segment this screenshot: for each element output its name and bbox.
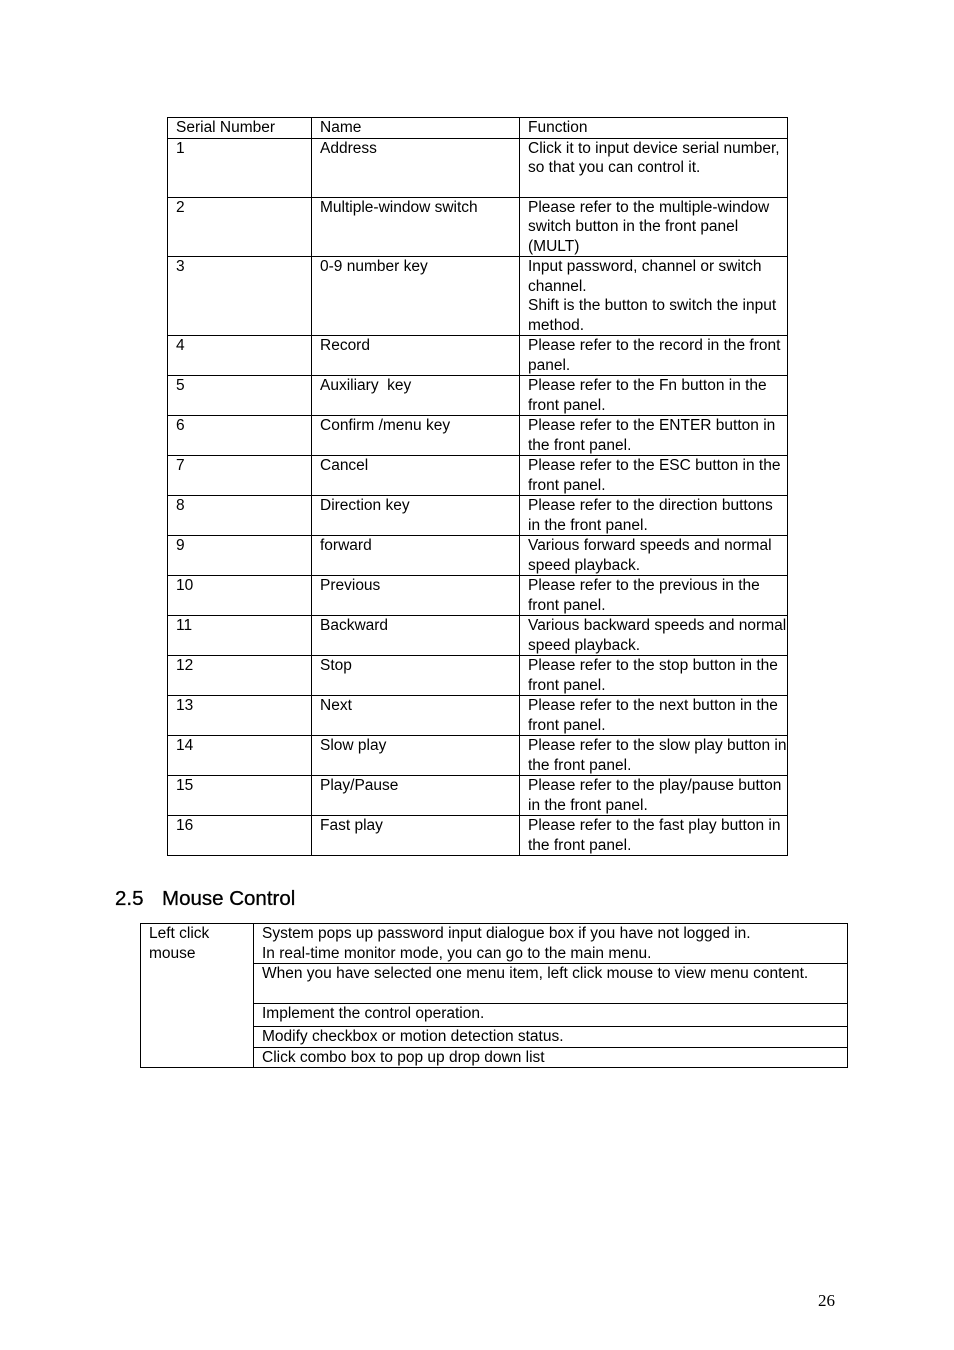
function-cell: Please refer to the slow play button in the front panel.: [520, 736, 788, 776]
section-heading: [115, 885, 295, 913]
serial-number-cell: 6: [168, 416, 312, 456]
name-cell: 0-9 number key: [312, 257, 520, 336]
serial-number-cell: 7: [168, 456, 312, 496]
name-cell: Direction key: [312, 496, 520, 536]
section-title: Mouse Control: [162, 887, 296, 910]
serial-number-cell: 4: [168, 336, 312, 376]
mouse-description-cell: When you have selected one menu item, left click mouse to view menu content.: [254, 964, 848, 1004]
serial-number-cell: 8: [168, 496, 312, 536]
function-cell: [520, 257, 788, 336]
column-header-function: Function: [520, 118, 788, 139]
table-row: [168, 456, 788, 496]
name-cell: Previous: [312, 576, 520, 616]
remote-keys-table: [167, 117, 788, 856]
function-cell: Click it to input device serial number, so that you can control it.: [520, 138, 788, 197]
function-cell: Various forward speeds and normal speed playback.: [520, 536, 788, 576]
serial-number-cell: 1: [168, 138, 312, 197]
name-cell: Next: [312, 696, 520, 736]
description-line: In real-time monitor mode, you can go to the main menu.: [262, 944, 652, 962]
name-cell: Confirm /menu key: [312, 416, 520, 456]
table-row: [168, 656, 788, 696]
serial-number-cell: 13: [168, 696, 312, 736]
table-row: [168, 736, 788, 776]
table-row: [168, 616, 788, 656]
function-cell: Please refer to the play/pause button in the front panel.: [520, 776, 788, 816]
serial-number-cell: 9: [168, 536, 312, 576]
function-text-secondary: Shift is the button to switch the input method.: [528, 297, 777, 334]
mouse-action-cell: Left click mouse: [141, 924, 254, 1068]
table-row: [168, 776, 788, 816]
serial-number-cell: 10: [168, 576, 312, 616]
table-row: [141, 924, 848, 964]
serial-number-cell: 2: [168, 197, 312, 257]
mouse-description-cell: Click combo box to pop up drop down list: [254, 1047, 848, 1068]
function-cell: Please refer to the multiple-window switch button in the front panel (MULT): [520, 197, 788, 257]
column-header-serial-number: Serial Number: [168, 118, 312, 139]
function-cell: Please refer to the Fn button in the front panel.: [520, 376, 788, 416]
serial-number-cell: 12: [168, 656, 312, 696]
table-row: [168, 816, 788, 856]
name-cell: Play/Pause: [312, 776, 520, 816]
name-cell: Multiple-window switch: [312, 197, 520, 257]
page-number: 26: [818, 1291, 835, 1310]
table-row: [168, 416, 788, 456]
function-cell: Please refer to the ENTER button in the front panel.: [520, 416, 788, 456]
name-cell: Backward: [312, 616, 520, 656]
name-cell: Slow play: [312, 736, 520, 776]
serial-number-cell: 5: [168, 376, 312, 416]
function-cell: Please refer to the next button in the front panel.: [520, 696, 788, 736]
mouse-description-cell: Modify checkbox or motion detection status.: [254, 1027, 848, 1048]
name-cell: Fast play: [312, 816, 520, 856]
serial-number-cell: 16: [168, 816, 312, 856]
table-row: [168, 376, 788, 416]
function-cell: Please refer to the ESC button in the front panel.: [520, 456, 788, 496]
function-cell: Please refer to the record in the front panel.: [520, 336, 788, 376]
serial-number-cell: 3: [168, 257, 312, 336]
function-text: Input password, channel or switch channel.: [528, 258, 762, 295]
column-header-name: Name: [312, 118, 520, 139]
table-header-row: [168, 118, 788, 139]
function-cell: Please refer to the direction buttons in the front panel.: [520, 496, 788, 536]
table-row: [168, 496, 788, 536]
table-row: [168, 536, 788, 576]
serial-number-cell: 15: [168, 776, 312, 816]
function-cell: Please refer to the stop button in the front panel.: [520, 656, 788, 696]
table-row: [168, 576, 788, 616]
name-cell: Stop: [312, 656, 520, 696]
function-cell: Please refer to the previous in the front panel.: [520, 576, 788, 616]
table-row: [168, 138, 788, 197]
table-row: [168, 696, 788, 736]
table-row: [168, 257, 788, 336]
name-cell: Auxiliary key: [312, 376, 520, 416]
table-row: [168, 336, 788, 376]
mouse-description-cell: Implement the control operation.: [254, 1004, 848, 1027]
description-line: System pops up password input dialogue box if you have not logged in.: [262, 925, 751, 942]
name-cell: Address: [312, 138, 520, 197]
serial-number-cell: 11: [168, 616, 312, 656]
name-cell: Record: [312, 336, 520, 376]
mouse-description-cell: [254, 924, 848, 964]
name-cell: forward: [312, 536, 520, 576]
table-row: [168, 197, 788, 257]
function-cell: Various backward speeds and normal speed playback.: [520, 616, 788, 656]
section-number: 2.5: [115, 887, 144, 910]
function-cell: Please refer to the fast play button in the front panel.: [520, 816, 788, 856]
mouse-control-table: [140, 923, 848, 1068]
serial-number-cell: 14: [168, 736, 312, 776]
name-cell: Cancel: [312, 456, 520, 496]
